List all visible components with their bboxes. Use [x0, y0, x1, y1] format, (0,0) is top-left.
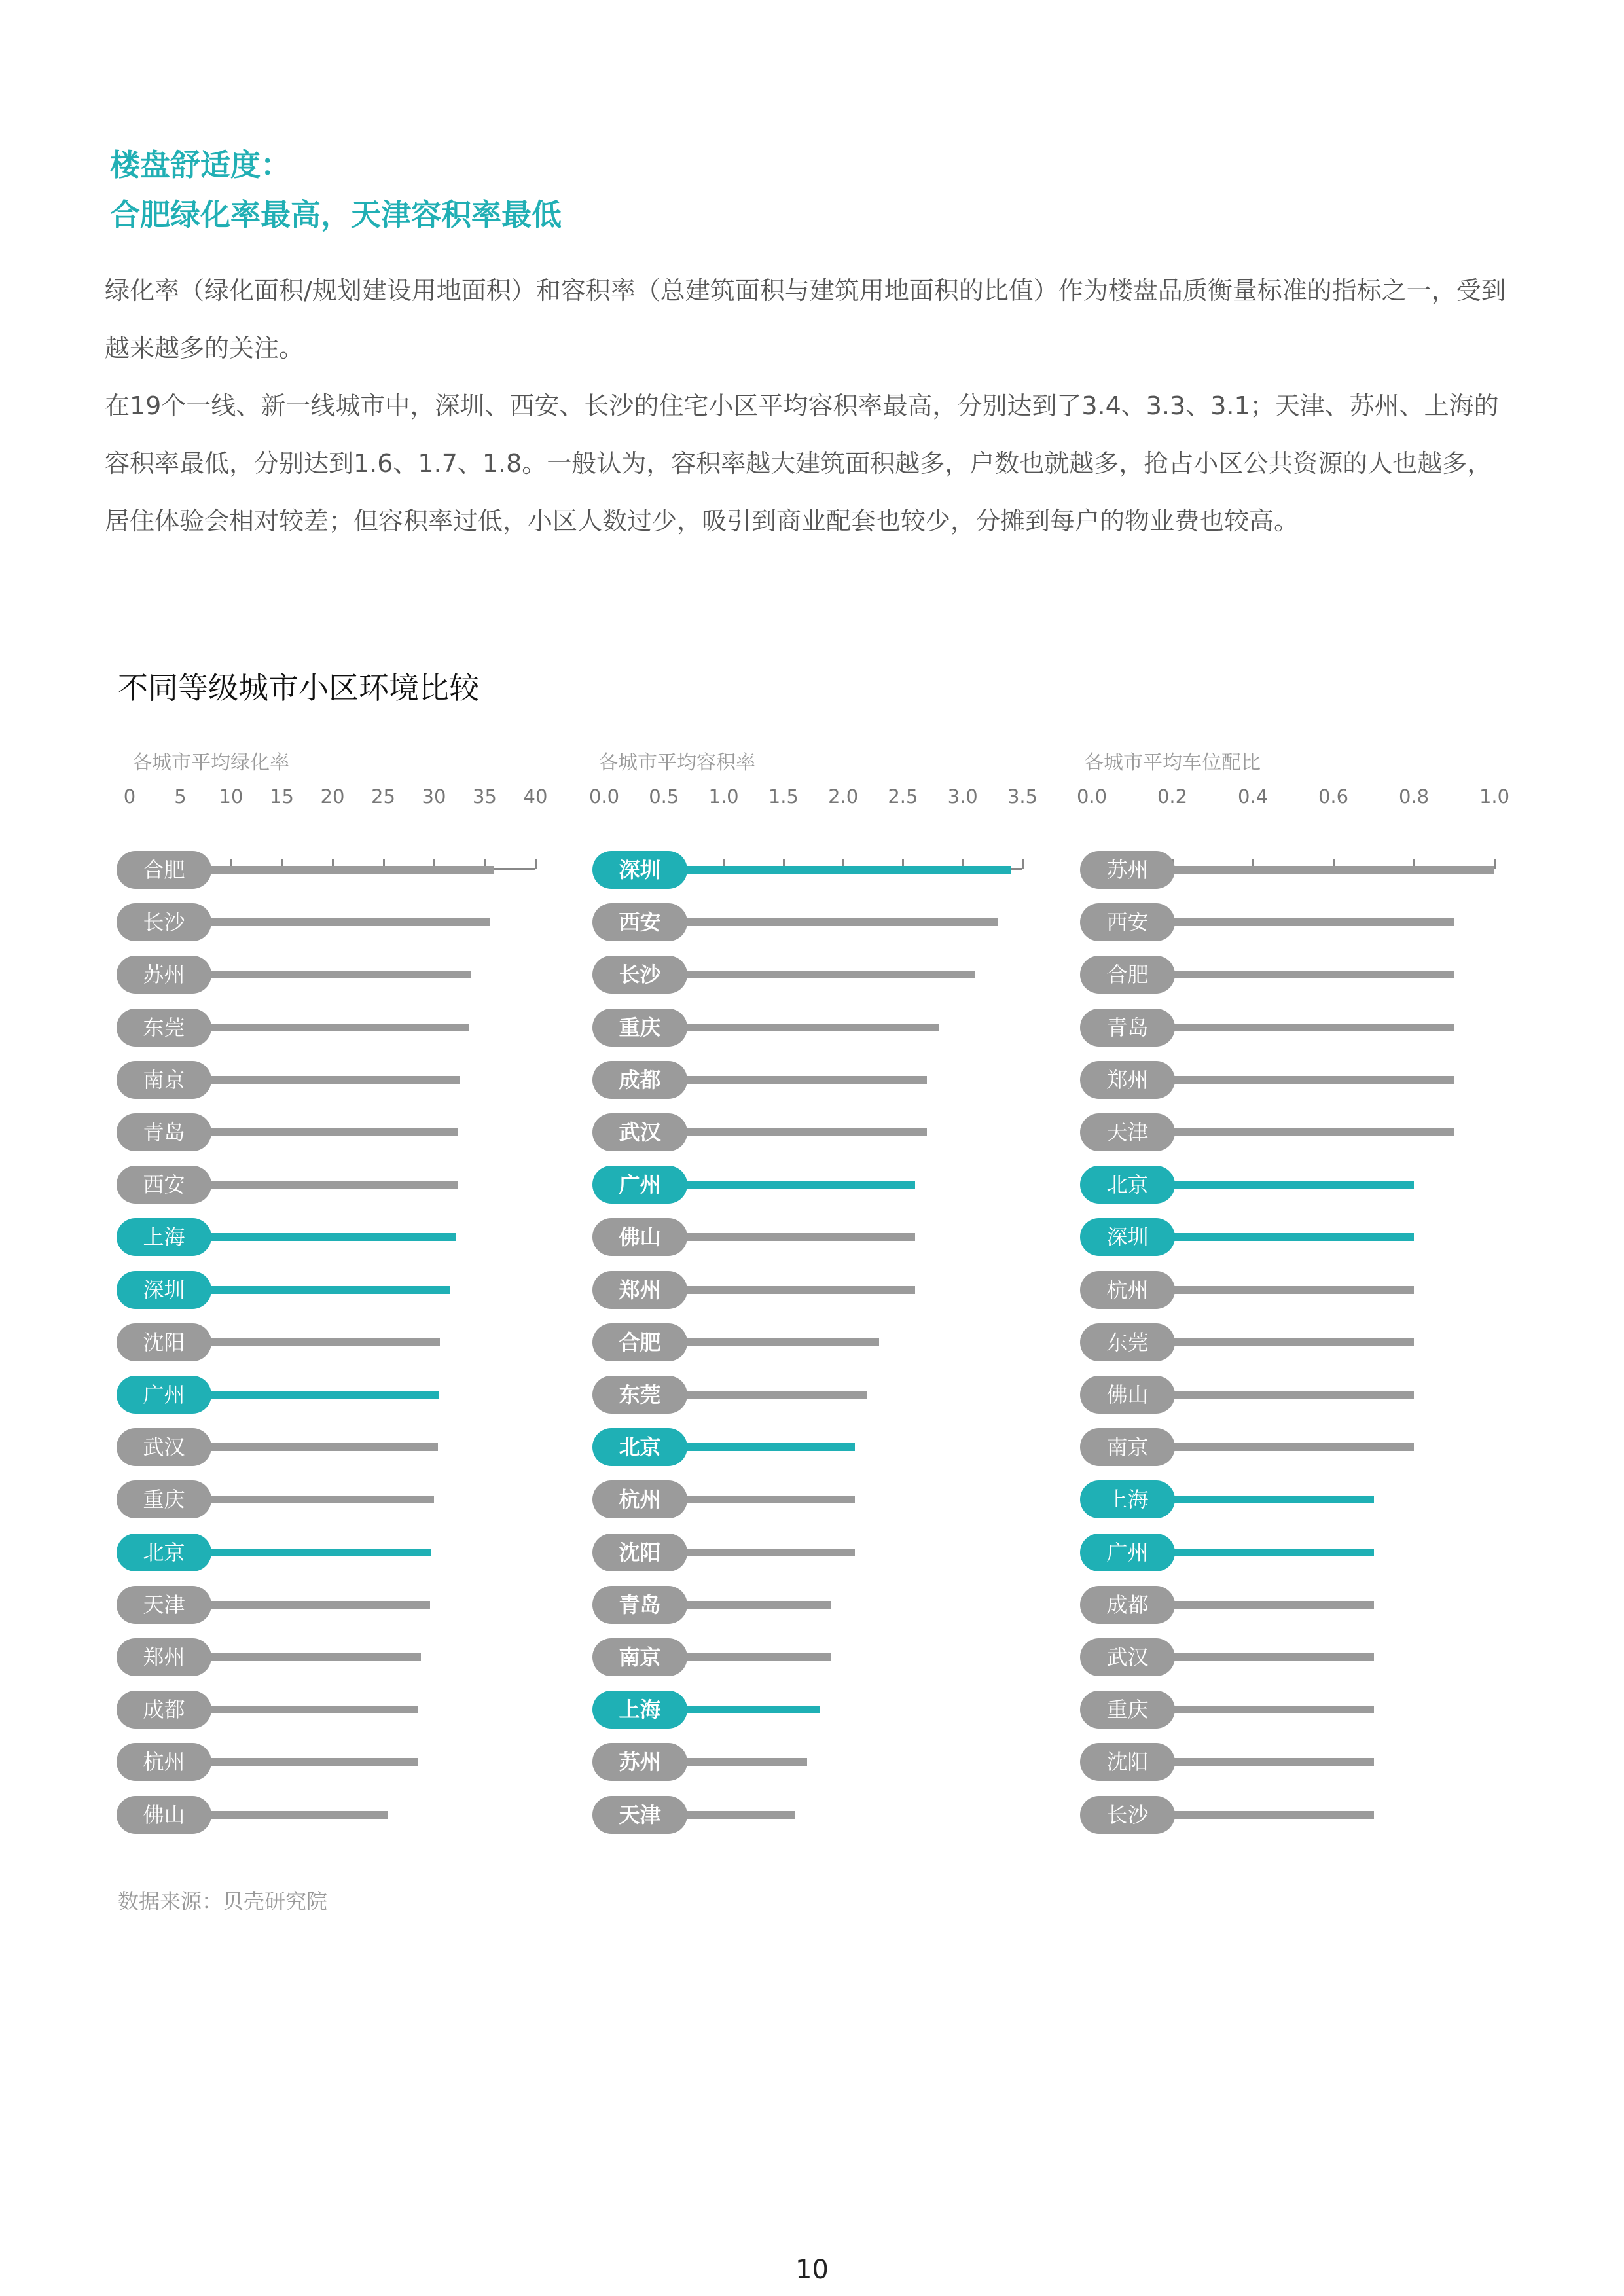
bar: [1159, 1758, 1374, 1766]
city-label: 南京: [117, 1061, 211, 1099]
bar: [195, 866, 494, 874]
city-label: 南京: [592, 1638, 687, 1676]
bar: [671, 918, 998, 926]
tick-label: 2.5: [888, 785, 918, 808]
bar: [1159, 1811, 1374, 1819]
bar: [671, 971, 975, 978]
bar: [195, 1443, 438, 1451]
tick-label: 0.4: [1237, 785, 1269, 808]
city-label: 东莞: [592, 1376, 687, 1414]
bar: [1159, 1128, 1454, 1136]
bar: [1159, 1601, 1374, 1609]
bar: [671, 1758, 807, 1766]
tick-label: 1.5: [768, 785, 799, 808]
bar: [671, 1128, 927, 1136]
bar: [1159, 918, 1454, 926]
bar: [671, 1024, 939, 1031]
city-label: 上海: [117, 1218, 211, 1256]
bar: [195, 1758, 418, 1766]
city-label: 天津: [117, 1586, 211, 1624]
bar: [671, 1181, 915, 1189]
tick-mark: [535, 859, 537, 869]
bar: [195, 1706, 418, 1713]
bar: [1159, 1286, 1414, 1294]
city-label: 成都: [117, 1691, 211, 1729]
city-label: 东莞: [117, 1009, 211, 1047]
page-title-line1: 楼盘舒适度：: [110, 147, 291, 183]
bar: [1159, 1076, 1454, 1084]
tick-label: 15: [270, 785, 294, 808]
page-number: 10: [795, 2255, 829, 2285]
city-label: 长沙: [592, 956, 687, 994]
bar: [1159, 971, 1454, 978]
city-label: 沈阳: [592, 1534, 687, 1571]
city-label: 上海: [592, 1691, 687, 1729]
tick-label: 35: [473, 785, 497, 808]
tick-label: 0.5: [649, 785, 679, 808]
city-label: 东莞: [1080, 1323, 1175, 1361]
city-label: 北京: [592, 1428, 687, 1466]
tick-label: 40: [523, 785, 548, 808]
bar: [671, 1233, 915, 1241]
bar: [671, 1549, 855, 1556]
city-label: 天津: [592, 1796, 687, 1834]
city-label: 深圳: [1080, 1218, 1175, 1256]
city-label: 成都: [592, 1061, 687, 1099]
bar: [195, 1601, 430, 1609]
city-label: 青岛: [117, 1113, 211, 1151]
city-label: 杭州: [592, 1480, 687, 1518]
bar: [1159, 1181, 1414, 1189]
city-label: 重庆: [117, 1480, 211, 1518]
tick-label: 0.6: [1318, 785, 1349, 808]
city-label: 西安: [1080, 903, 1175, 941]
bar: [671, 1076, 927, 1084]
city-label: 广州: [592, 1166, 687, 1204]
city-label: 佛山: [1080, 1376, 1175, 1414]
bar: [195, 1181, 458, 1189]
bar: [671, 1653, 831, 1661]
city-label: 苏州: [117, 956, 211, 994]
city-label: 郑州: [117, 1638, 211, 1676]
tick-label: 25: [371, 785, 395, 808]
bar: [195, 918, 490, 926]
bar: [1159, 1653, 1374, 1661]
city-label: 合肥: [592, 1323, 687, 1361]
city-label: 重庆: [1080, 1691, 1175, 1729]
bar: [671, 1391, 867, 1399]
bar: [195, 1811, 388, 1819]
page-title-line2: 合肥绿化率最高，天津容积率最低: [110, 197, 562, 232]
bar: [671, 1706, 820, 1713]
bar: [1159, 1443, 1414, 1451]
bar: [671, 1286, 915, 1294]
bar: [195, 971, 471, 978]
city-label: 杭州: [117, 1743, 211, 1781]
bar: [1159, 1233, 1414, 1241]
tick-label: 0: [123, 785, 136, 808]
tick-label: 0.0: [1076, 785, 1108, 808]
tick-label: 1.0: [1479, 785, 1510, 808]
bar: [671, 1443, 855, 1451]
city-label: 合肥: [117, 851, 211, 889]
bar: [1159, 1549, 1374, 1556]
city-label: 上海: [1080, 1480, 1175, 1518]
city-label: 青岛: [592, 1586, 687, 1624]
bar: [1159, 1391, 1414, 1399]
chart-subtitle: 各城市平均容积率: [598, 751, 755, 774]
body-text: [105, 262, 1512, 550]
city-label: 广州: [1080, 1534, 1175, 1571]
bar: [195, 1549, 431, 1556]
tick-label: 3.0: [947, 785, 978, 808]
city-label: 北京: [117, 1534, 211, 1571]
city-label: 苏州: [1080, 851, 1175, 889]
bar: [195, 1653, 421, 1661]
bar: [195, 1391, 439, 1399]
bar: [195, 1076, 460, 1084]
city-label: 沈阳: [117, 1323, 211, 1361]
bar: [671, 1338, 879, 1346]
bar: [195, 1286, 450, 1294]
city-label: 深圳: [592, 851, 687, 889]
tick-label: 3.5: [1007, 785, 1038, 808]
city-label: 武汉: [1080, 1638, 1175, 1676]
bar: [195, 1338, 440, 1346]
bar: [195, 1496, 434, 1503]
city-label: 南京: [1080, 1428, 1175, 1466]
bar: [195, 1128, 458, 1136]
city-label: 重庆: [592, 1009, 687, 1047]
tick-label: 5: [174, 785, 187, 808]
city-label: 佛山: [592, 1218, 687, 1256]
city-label: 郑州: [592, 1271, 687, 1309]
chart-subtitle: 各城市平均车位配比: [1084, 751, 1261, 774]
bar: [1159, 866, 1494, 874]
city-label: 合肥: [1080, 956, 1175, 994]
tick-label: 0.2: [1157, 785, 1188, 808]
tick-mark: [1022, 859, 1024, 869]
bar: [1159, 1024, 1454, 1031]
city-label: 西安: [117, 1166, 211, 1204]
bar: [1159, 1338, 1414, 1346]
bar: [671, 866, 1011, 874]
city-label: 长沙: [1080, 1796, 1175, 1834]
city-label: 西安: [592, 903, 687, 941]
city-label: 苏州: [592, 1743, 687, 1781]
bar: [1159, 1706, 1374, 1713]
bar: [195, 1233, 456, 1241]
city-label: 武汉: [117, 1428, 211, 1466]
city-label: 广州: [117, 1376, 211, 1414]
bar: [671, 1601, 831, 1609]
city-label: 武汉: [592, 1113, 687, 1151]
city-label: 杭州: [1080, 1271, 1175, 1309]
city-label: 北京: [1080, 1166, 1175, 1204]
chart-subtitle: 各城市平均绿化率: [132, 751, 289, 774]
city-label: 佛山: [117, 1796, 211, 1834]
city-label: 长沙: [117, 903, 211, 941]
city-label: 天津: [1080, 1113, 1175, 1151]
city-label: 沈阳: [1080, 1743, 1175, 1781]
bar: [671, 1496, 855, 1503]
tick-label: 1.0: [708, 785, 739, 808]
city-label: 成都: [1080, 1586, 1175, 1624]
bar: [1159, 1496, 1374, 1503]
data-source: 数据来源：贝壳研究院: [118, 1889, 328, 1914]
paragraph-2: 在19个一线、新一线城市中，深圳、西安、长沙的住宅小区平均容积率最高，分别达到了3.4、3.3、3.1；天津、苏州、上海的容积率最低，分别达到1.6、1.7、1.8。一般认为，容积率越大建筑面积越多，户数也就越多，抢占小区公共资源的人也越多，居住体验会相对较差；但容积率过低，小区人数过少，吸引到商业配套也较少，分摊到每户的物业费也较高。: [105, 391, 1499, 535]
tick-label: 2.0: [828, 785, 859, 808]
city-label: 深圳: [117, 1271, 211, 1309]
tick-label: 0.0: [588, 785, 620, 808]
tick-label: 0.8: [1398, 785, 1430, 808]
city-label: 青岛: [1080, 1009, 1175, 1047]
bar: [195, 1024, 469, 1031]
bar: [671, 1811, 795, 1819]
city-label: 郑州: [1080, 1061, 1175, 1099]
figure-title: 不同等级城市小区环境比较: [118, 670, 479, 706]
paragraph-1: 绿化率（绿化面积/规划建设用地面积）和容积率（总建筑面积与建筑用地面积的比值）作为楼盘品质衡量标准的指标之一，受到越来越多的关注。: [105, 276, 1506, 363]
tick-label: 10: [219, 785, 244, 808]
tick-label: 30: [422, 785, 446, 808]
tick-label: 20: [320, 785, 345, 808]
